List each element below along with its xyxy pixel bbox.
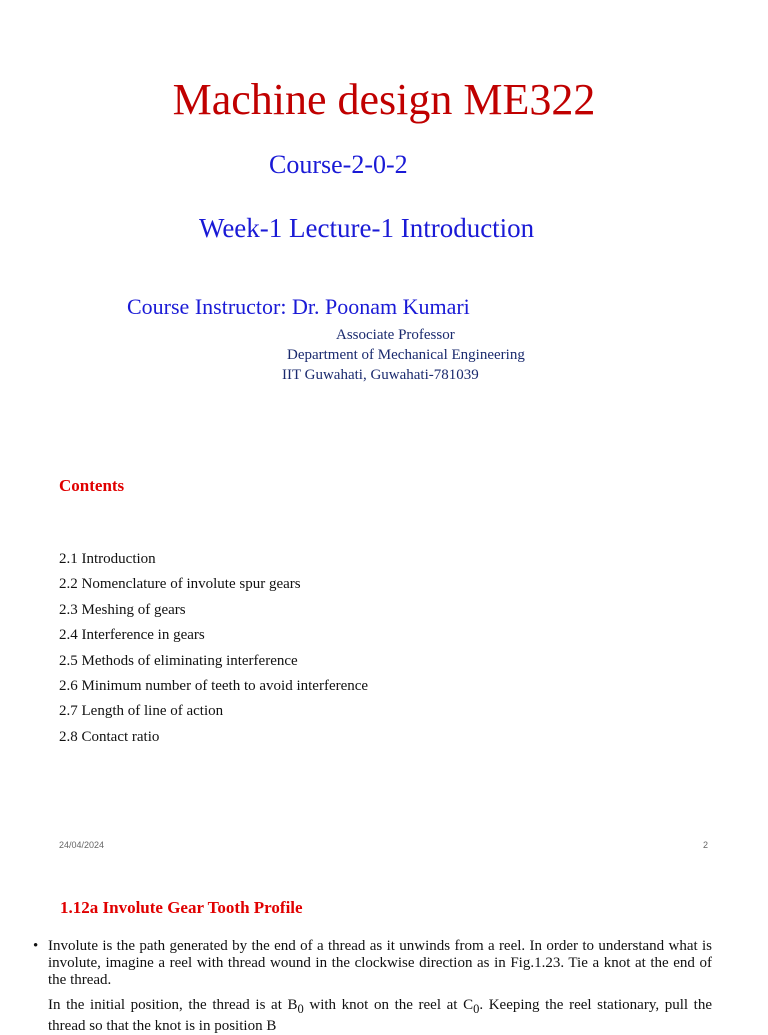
involute-paragraph: Involute is the path generated by the end of a thread as it unwinds from a reel. In order to understand what is involute, imagine a reel with thread wound in the clockwise direction as in Fig.1.23. Tie a knot at the end of the thread.	[48, 938, 712, 988]
contents-list	[59, 549, 368, 752]
instructor-department: Department of Mechanical Engineering	[287, 347, 525, 363]
course-instructor: Course Instructor: Dr. Poonam Kumari	[127, 294, 470, 319]
contents-item: 2.7 Length of line of action	[59, 703, 224, 720]
paragraph-text: . Keeping the reel stationary, pull the thread so that the knot is in position B	[48, 997, 713, 1034]
contents-item: 2.2 Nomenclature of involute spur gears	[59, 576, 301, 593]
contents-item: 2.8 Contact ratio	[59, 728, 160, 745]
lecture-title: Week-1 Lecture-1 Introduction	[199, 213, 535, 243]
paragraph-text: with knot on the reel at C	[303, 997, 474, 1013]
bullet-marker: •	[33, 938, 39, 954]
contents-item: 2.5 Methods of eliminating interference	[59, 652, 298, 669]
course-code: Course-2-0-2	[269, 150, 408, 179]
footer-page-number: 2	[703, 840, 709, 850]
instructor-position: Associate Professor	[336, 327, 455, 343]
contents-item: 2.6 Minimum number of teeth to avoid interference	[59, 677, 369, 694]
paragraph-text: In the initial position, the thread is at B	[48, 997, 298, 1013]
section-title: 1.12a Involute Gear Tooth Profile	[60, 898, 303, 917]
contents-item: 2.4 Interference in gears	[59, 627, 205, 644]
subscript: 0	[297, 1002, 304, 1016]
footer-date: 24/04/2024	[59, 840, 105, 850]
contents-item: 2.3 Meshing of gears	[59, 601, 186, 618]
subscript: 0	[473, 1002, 480, 1016]
contents-item: 2.1 Introduction	[59, 551, 156, 567]
slide-title: Machine design ME322	[172, 75, 596, 124]
initial-position-paragraph	[48, 997, 712, 1035]
instructor-institute: IIT Guwahati, Guwahati-781039	[282, 367, 479, 383]
contents-heading: Contents	[59, 476, 125, 495]
